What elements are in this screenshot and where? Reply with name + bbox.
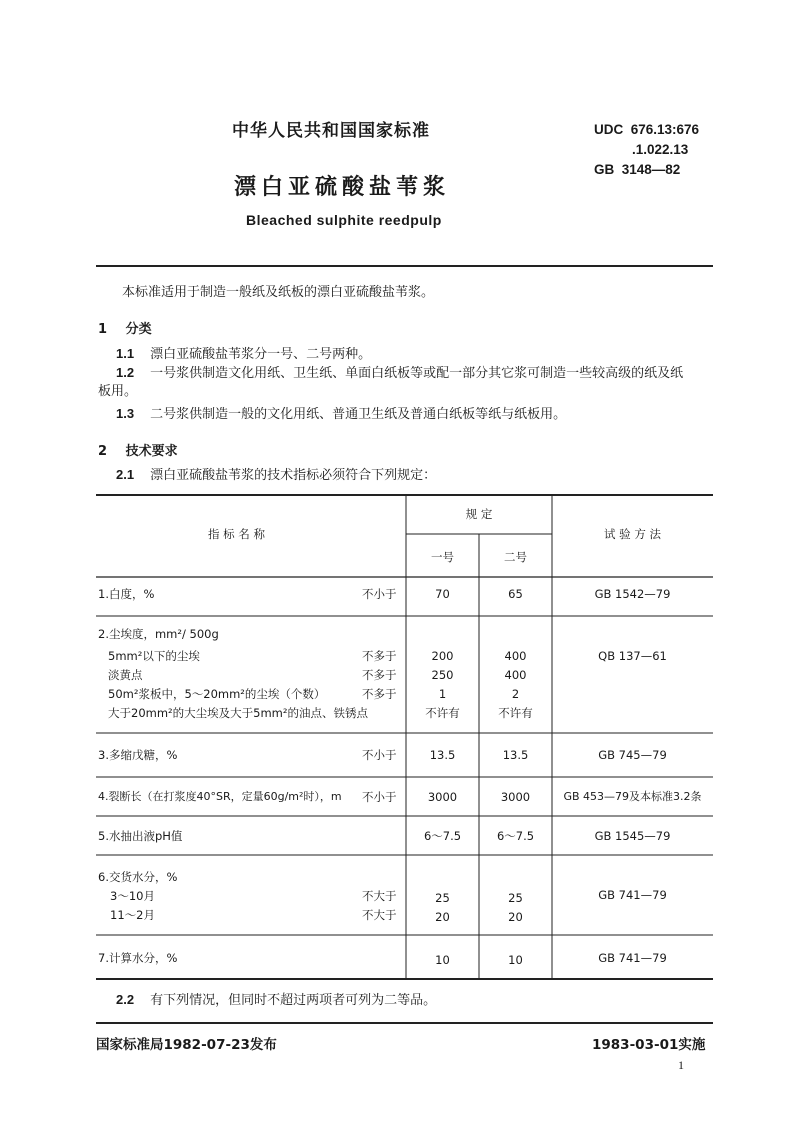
row-whiteness-limit: 不小于 [362,587,397,601]
row-delivery-moisture-name: 6.交货水分，% [98,870,178,884]
row-ph-grade2: 6～7.5 [496,829,535,843]
row-dust-large-grade1: 不许有 [425,706,460,720]
gb-number: GB 3148—82 [594,162,681,177]
row-moisture-nov-feb-grade2: 20 [508,910,523,924]
clause-number: 1.1 [116,346,135,361]
header-rule [96,265,713,267]
row-breaking-length-limit: 不小于 [362,790,397,804]
row-moisture-nov-feb-name: 11～2月 [110,908,155,922]
header-grade-2: 二号 [504,550,527,564]
header-indicator: 指 标 名 称 [208,527,265,541]
row-moisture-mar-oct-name: 3～10月 [110,889,155,903]
row-dust-large-name: 大于20mm²的大尘埃及大于5mm²的油点、铁锈点 [108,706,368,720]
clause-text: 有下列情况，但同时不超过两项者可列为二等品。 [150,993,437,1008]
clause-number: 1.2 [116,365,135,380]
row-breaking-length-grade1: 3000 [427,790,458,804]
classification-block [594,120,699,180]
row-yellow-spot-limit: 不多于 [362,668,397,682]
row-breaking-length-name: 4.裂断长（在打浆度40°SR，定量60g/m²时），m [98,790,342,803]
clause-number: 2.1 [116,467,135,482]
row-yellow-spot-grade1: 250 [431,668,454,682]
clause-text: 二号浆供制造一般的文化用纸、普通卫生纸及普通白纸板等纸与纸板用。 [150,407,567,422]
row-calc-moisture-method: GB 741—79 [598,951,667,965]
row-moisture-mar-oct-grade1: 25 [435,891,450,905]
row-ph-name: 5.水抽出液pH值 [98,829,183,843]
row-moisture-nov-feb-grade1: 20 [435,910,450,924]
row-pentosan-grade2: 13.5 [502,748,529,762]
clause-2-1 [116,466,436,485]
section-1-title: 分类 [125,322,152,337]
row-calc-moisture-grade2: 10 [508,953,523,967]
row-dust-large-grade2: 不许有 [498,706,533,720]
clause-text: 一号浆供制造文化用纸、卫生纸、单面白纸板等或配一部分其它浆可制造一些较高级的纸及纸 [150,366,684,381]
row-moisture-nov-feb-limit: 不大于 [362,908,397,922]
header-grade-1: 一号 [431,550,454,564]
row-breaking-length-grade2: 3000 [500,790,531,804]
effective-date: 1983-03-01实施 [592,1037,706,1053]
row-whiteness-grade1: 70 [435,587,450,601]
row-dust-medium-name: 50m²浆板中，5～20mm²的尘埃（个数） [108,687,326,701]
clause-1-2 [116,364,716,383]
clause-1-3 [116,405,566,424]
clause-number: 1.3 [116,406,135,421]
clause-1-1 [116,345,371,364]
row-dust-method: QB 137—61 [598,649,667,663]
row-ph-method: GB 1545—79 [594,829,671,843]
row-dust-medium-grade1: 1 [438,687,447,701]
row-ph-grade1: 6～7.5 [423,829,462,843]
row-moisture-mar-oct-limit: 不大于 [362,889,397,903]
section-2-title: 技术要求 [125,444,178,459]
header-spec: 规 定 [465,507,493,521]
row-calc-moisture-grade1: 10 [435,953,450,967]
row-pentosan-method: GB 745—79 [598,748,667,762]
row-dust-small-name: 5mm²以下的尘埃 [108,649,200,663]
row-dust-small-limit: 不多于 [362,649,397,663]
country-standard-label: 中华人民共和国国家标准 [232,121,430,141]
issue-date: 国家标准局1982-07-23发布 [96,1037,277,1053]
clause-number: 2.2 [116,992,135,1007]
table-grid [96,494,713,980]
row-dust-medium-grade2: 2 [511,687,520,701]
row-breaking-length-method: GB 453—79及本标准3.2条 [563,790,702,803]
row-pentosan-grade1: 13.5 [429,748,456,762]
page-number: 1 [678,1058,684,1072]
row-whiteness-grade2: 65 [508,587,523,601]
document-title-zh: 漂白亚硫酸盐苇浆 [234,175,451,200]
udc-line-1: UDC 676.13:676 [594,122,700,137]
row-yellow-spot-grade2: 400 [504,668,527,682]
clause-text: 漂白亚硫酸盐苇浆的技术指标必须符合下列规定： [150,468,437,483]
row-dust-medium-limit: 不多于 [362,687,397,701]
row-delivery-moisture-method: GB 741—79 [598,888,667,902]
row-dust-small-grade2: 400 [504,649,527,663]
row-calc-moisture-name: 7.计算水分，% [98,951,178,965]
section-1-number: 1 [98,322,108,337]
section-2-heading [98,440,178,459]
clause-1-2-continued: 板用。 [98,384,138,399]
document-title-en: Bleached sulphite reedpulp [246,212,442,228]
row-yellow-spot-name: 淡黄点 [108,668,143,682]
udc-line-2: .1.022.13 [632,142,689,157]
row-whiteness-name: 1.白度，% [98,587,155,601]
row-whiteness-method: GB 1542—79 [594,587,671,601]
technical-requirements-table [96,494,713,980]
intro-paragraph: 本标准适用于制造一般纸及纸板的漂白亚硫酸盐苇浆。 [122,285,435,300]
row-pentosan-name: 3.多缩戊糖，% [98,748,178,762]
row-dust-name: 2.尘埃度，mm²/ 500g [98,627,219,641]
row-dust-small-grade1: 200 [431,649,454,663]
row-moisture-mar-oct-grade2: 25 [508,891,523,905]
section-2-number: 2 [98,444,108,459]
row-pentosan-limit: 不小于 [362,748,397,762]
footer-rule [96,1022,713,1024]
clause-2-2 [116,991,436,1010]
section-1-heading [98,318,152,337]
clause-text: 漂白亚硫酸盐苇浆分一号、二号两种。 [150,347,372,362]
header-method: 试 验 方 法 [604,527,661,541]
